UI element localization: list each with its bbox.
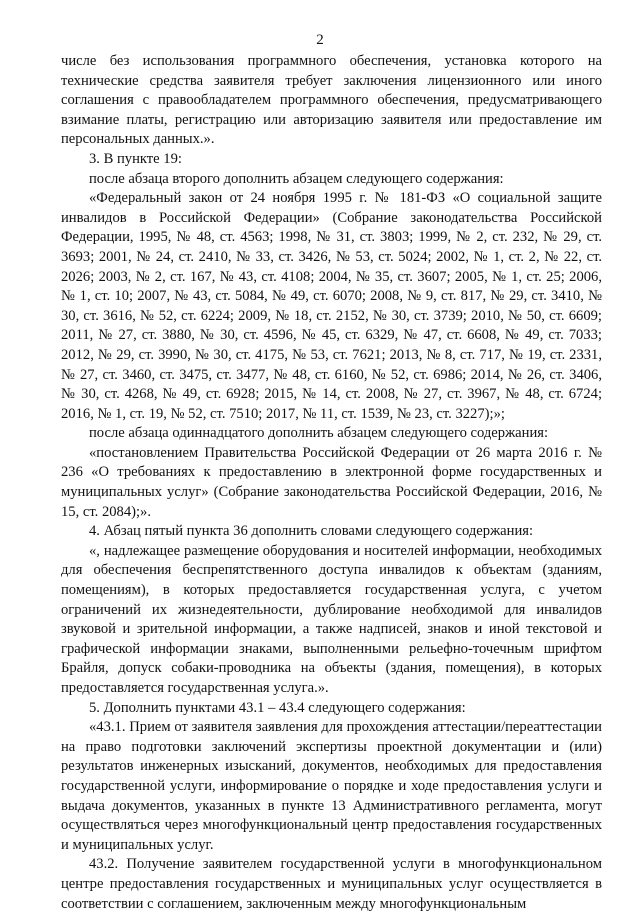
- paragraph-8: «, надлежащее размещение оборудования и носителей информации, необходимых для обеспечения беспрепятственного доступа инвалидов к объектам (зданиям, помещениям), в которых предоставляется государственная услуга, с учетом ограничений их жизнедеятельности, дублирование необходимой для инвалидов звуковой и зрительной информации, а также надписей, знаков и иной текстовой и графической информации знаками, выполненными рельефно-точечным шрифтом Брайля, допуск собаки-проводника на объекты (здания, помещения), в которых предоставляется государственная услуга.».: [61, 542, 602, 696]
- document-body: [61, 52, 602, 914]
- paragraph-11: 43.2. Получение заявителем государственной услуги в многофункциональном центре предоставления государственных и муниципальных услуг осуществляется в соответствии с соглашением, заключенным между многофункциональным: [61, 856, 602, 912]
- paragraph-4: «Федеральный закон от 24 ноября 1995 г. № 181-ФЗ «О социальной защите инвалидов в Российской Федерации» (Собрание законодательства Российской Федерации, 1995, № 48, ст. 4563; 1998, № 31, ст. 3803; 1999, № 2, ст. 232, № 29, ст. 3693; 2001, № 24, ст. 2410, № 33, ст. 3426, № 53, ст. 5024; 2002, № 1, ст. 2, № 22, ст. 2026; 2003, № 2, ст. 167, № 43, ст. 4108; 2004, № 35, ст. 3607; 2005, № 1, ст. 25; 2006, № 1, ст. 10; 2007, № 43, ст. 5084, № 49, ст. 6070; 2008, № 9, ст. 817, № 29, ст. 3410, № 30, ст. 3616, № 52, ст. 6224; 2009, № 18, ст. 2152, № 30, ст. 3739; 2010, № 50, ст. 6609; 2011, № 27, ст. 3880, № 30, ст. 4596, № 45, ст. 6329, № 47, ст. 6608, № 49, ст. 7033; 2012, № 29, ст. 3990, № 30, ст. 4175, № 53, ст. 7621; 2013, № 8, ст. 717, № 19, ст. 2331, № 27, ст. 3460, ст. 3475, ст. 3477, № 48, ст. 6160, № 52, ст. 6986; 2014, № 26, ст. 3406, № 30, ст. 4268, № 49, ст. 6928; 2015, № 14, ст. 2008, № 27, ст. 3967, № 48, ст. 6724; 2016, № 1, ст. 19, № 52, ст. 7510; 2017, № 11, ст. 1539, № 23, ст. 3227);»;: [61, 190, 602, 422]
- paragraph-9: 5. Дополнить пунктами 43.1 – 43.4 следующего содержания:: [89, 699, 466, 716]
- page-number: 2: [316, 32, 324, 48]
- paragraph-3: после абзаца второго дополнить абзацем следующего содержания:: [89, 170, 504, 187]
- paragraph-5: после абзаца одиннадцатого дополнить абзацем следующего содержания:: [89, 425, 549, 442]
- paragraph-7: 4. Абзац пятый пункта 36 дополнить словами следующего содержания:: [89, 523, 534, 540]
- paragraph-1: числе без использования программного обеспечения, установка которого на технические средства заявителя требует заключения лицензионного или иного соглашения с правообладателем программного обеспечения, предусматривающего взимание платы, регистрацию или авторизацию заявителя или предоставление им персональных данных.».: [61, 53, 602, 148]
- paragraph-10: «43.1. Прием от заявителя заявления для прохождения аттестации/переаттестации на право подготовки заключений экспертизы проектной документации и (или) результатов инженерных изысканий, документов, необходимых для предоставления государственной услуги, информирование о порядке и ходе предоставления услуги и выдача документов, указанных в пункте 13 Административного регламента, могут осуществляться через многофункциональный центр предоставления государственных и муниципальных услуг.: [61, 719, 602, 853]
- paragraph-2: 3. В пункте 19:: [89, 150, 182, 167]
- paragraph-6: «постановлением Правительства Российской Федерации от 26 марта 2016 г. № 236 «О требованиях к предоставлению в электронной форме государственных и муниципальных услуг» (Собрание законодательства Российской Федерации, 2016, № 15, ст. 2084);».: [61, 444, 602, 520]
